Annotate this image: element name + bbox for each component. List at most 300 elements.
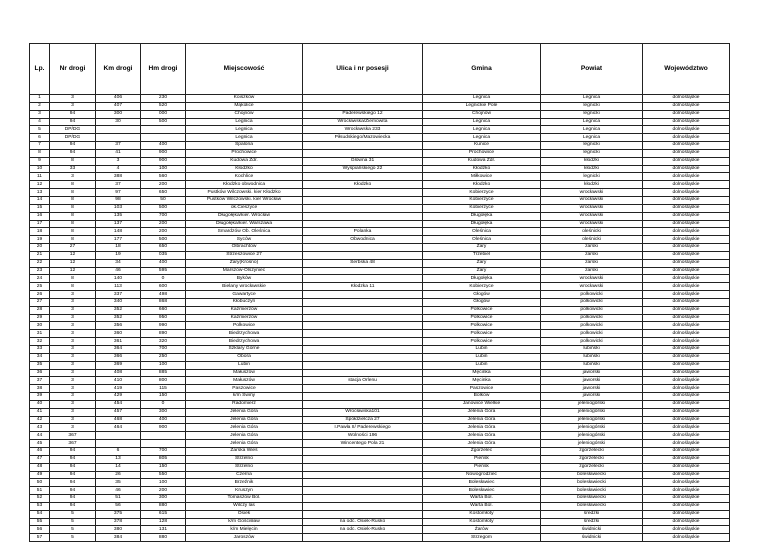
cell-gmina: Głogów [423, 291, 541, 299]
table-row [30, 275, 730, 283]
cell-powiat: polkowicki [541, 330, 643, 338]
cell-gmina: Lubin [423, 361, 541, 369]
cell-gmina: Pieńsk [423, 463, 541, 471]
cell-hm-drogi: 650 [141, 189, 186, 197]
cell-powiat: jaworski [541, 377, 643, 385]
cell-wojewodztwo: dolnośląskie [643, 181, 730, 189]
cell-ulica: Kłodzko [303, 181, 423, 189]
cell-gmina: Kłodzko [423, 165, 541, 173]
cell-gmina: Pieńsk [423, 455, 541, 463]
cell-ulica [303, 487, 423, 495]
cell-km-drogi: 4 [96, 165, 141, 173]
cell-miejscowosc: Kłodzko obwodnica [186, 181, 303, 189]
cell-powiat: Legnica [541, 118, 643, 126]
cell-powiat: jeleniogórski [541, 440, 643, 448]
cell-wojewodztwo: dolnośląskie [643, 455, 730, 463]
cell-miejscowosc: Jelenia Góra [186, 416, 303, 424]
cell-km-drogi: 37 [96, 142, 141, 150]
cell-lp: 55 [30, 518, 50, 526]
cell-gmina: Warta Bol. [423, 495, 541, 503]
cell-gmina: Prochowice [423, 149, 541, 157]
cell-miejscowosc: Spalona [186, 142, 303, 150]
cell-hm-drogi: 700 [141, 346, 186, 354]
header-ulica: Ulica i nr posesji [303, 44, 423, 95]
cell-wojewodztwo: dolnośląskie [643, 118, 730, 126]
table-row [30, 212, 730, 220]
table-row [30, 361, 730, 369]
cell-nr-drogi: 8 [50, 283, 96, 291]
data-table [29, 43, 730, 542]
cell-km-drogi: 380 [96, 526, 141, 534]
cell-wojewodztwo: dolnośląskie [643, 236, 730, 244]
cell-miejscowosc: Małuszów [186, 377, 303, 385]
cell-km-drogi: 98 [96, 196, 141, 204]
cell-powiat: wrocławski [541, 220, 643, 228]
cell-ulica [303, 275, 423, 283]
cell-wojewodztwo: dolnośląskie [643, 267, 730, 275]
cell-powiat: lubiński [541, 361, 643, 369]
cell-ulica [303, 314, 423, 322]
cell-nr-drogi: 8 [50, 220, 96, 228]
table-row [30, 400, 730, 408]
cell-km-drogi: 14 [96, 463, 141, 471]
cell-powiat: legnicki [541, 110, 643, 118]
cell-wojewodztwo: dolnośląskie [643, 189, 730, 197]
cell-ulica [303, 212, 423, 220]
cell-lp: 18 [30, 228, 50, 236]
cell-miejscowosc: Gawartyce [186, 291, 303, 299]
table-body [30, 95, 730, 542]
cell-ulica [303, 463, 423, 471]
cell-hm-drogi: 230 [141, 95, 186, 103]
cell-km-drogi: 366 [96, 353, 141, 361]
cell-powiat: polkowicki [541, 322, 643, 330]
cell-wojewodztwo: dolnośląskie [643, 102, 730, 110]
cell-hm-drogi: 300 [141, 408, 186, 416]
cell-miejscowosc: Kłobuczyn [186, 298, 303, 306]
cell-hm-drogi: 950 [141, 314, 186, 322]
cell-miejscowosc: Jelenia Góra [186, 432, 303, 440]
header-nr-drogi: Nr drogi [50, 44, 96, 95]
cell-hm-drogi: 560 [141, 173, 186, 181]
cell-km-drogi: 407 [96, 102, 141, 110]
cell-km-drogi: 140 [96, 275, 141, 283]
cell-ulica [303, 361, 423, 369]
table-row [30, 314, 730, 322]
cell-ulica: Wincentego Pola 21 [303, 440, 423, 448]
cell-nr-drogi: 8 [50, 228, 96, 236]
cell-nr-drogi: 3 [50, 102, 96, 110]
cell-powiat: polkowicki [541, 291, 643, 299]
cell-ulica [303, 447, 423, 455]
cell-gmina: Długołęka [423, 275, 541, 283]
cell-lp: 29 [30, 314, 50, 322]
cell-lp: 6 [30, 134, 50, 142]
table-row [30, 534, 730, 542]
cell-hm-drogi: 868 [141, 298, 186, 306]
cell-hm-drogi: 150 [141, 463, 186, 471]
cell-wojewodztwo: dolnośląskie [643, 251, 730, 259]
table-row [30, 322, 730, 330]
cell-miejscowosc: Kaźmierzów [186, 306, 303, 314]
table-row [30, 455, 730, 463]
cell-miejscowosc: Czerna [186, 471, 303, 479]
cell-km-drogi: 148 [96, 228, 141, 236]
cell-lp: 16 [30, 212, 50, 220]
cell-wojewodztwo: dolnośląskie [643, 126, 730, 134]
cell-hm-drogi [141, 440, 186, 448]
cell-hm-drogi: 0 [141, 400, 186, 408]
cell-ulica [303, 346, 423, 354]
cell-nr-drogi: 3 [50, 369, 96, 377]
cell-miejscowosc: k/m Mielęcin [186, 526, 303, 534]
table-row [30, 440, 730, 448]
cell-powiat: średzki [541, 510, 643, 518]
cell-km-drogi: 384 [96, 534, 141, 542]
cell-lp: 37 [30, 377, 50, 385]
cell-hm-drogi [141, 126, 186, 134]
cell-nr-drogi: 3 [50, 393, 96, 401]
table-row [30, 110, 730, 118]
cell-powiat: kłodzki [541, 157, 643, 165]
cell-km-drogi: 35 [96, 479, 141, 487]
cell-powiat: jeleniogórski [541, 416, 643, 424]
cell-nr-drogi: 12 [50, 251, 96, 259]
cell-wojewodztwo: dolnośląskie [643, 259, 730, 267]
cell-lp: 12 [30, 181, 50, 189]
header-powiat: Powiat [541, 44, 643, 95]
table-row [30, 196, 730, 204]
cell-powiat: legnicki [541, 173, 643, 181]
cell-miejscowosc: Pustków Wilczowski. kier Wrocław [186, 196, 303, 204]
cell-miejscowosc: ok.Cieszyce [186, 204, 303, 212]
cell-hm-drogi: 805 [141, 455, 186, 463]
cell-miejscowosc: Strzelno [186, 455, 303, 463]
cell-ulica: Obwodnica [303, 236, 423, 244]
cell-ulica: na odc. Osiek-Rusko [303, 526, 423, 534]
cell-wojewodztwo: dolnośląskie [643, 534, 730, 542]
cell-lp: 42 [30, 416, 50, 424]
cell-nr-drogi: 8 [50, 236, 96, 244]
cell-nr-drogi: 3 [50, 330, 96, 338]
cell-miejscowosc: Lubin [186, 361, 303, 369]
cell-lp: 4 [30, 118, 50, 126]
cell-gmina: Warta Bol. [423, 502, 541, 510]
cell-km-drogi: 378 [96, 518, 141, 526]
cell-hm-drogi: 500 [141, 204, 186, 212]
cell-powiat: jeleniogórski [541, 408, 643, 416]
cell-ulica: Kłodzka 11 [303, 283, 423, 291]
cell-gmina: Jelenia Góra [423, 432, 541, 440]
cell-lp: 3 [30, 110, 50, 118]
cell-hm-drogi: 128 [141, 518, 186, 526]
cell-ulica: Spółdzielcza 27 [303, 416, 423, 424]
cell-miejscowosc: Kudowa Zdr. [186, 157, 303, 165]
cell-miejscowosc: Kruszyn [186, 487, 303, 495]
cell-lp: 56 [30, 526, 50, 534]
cell-nr-drogi: 3 [50, 322, 96, 330]
cell-km-drogi: 468 [96, 416, 141, 424]
cell-wojewodztwo: dolnośląskie [643, 330, 730, 338]
cell-nr-drogi: 8 [50, 189, 96, 197]
cell-lp: 34 [30, 353, 50, 361]
cell-powiat: wrocławski [541, 189, 643, 197]
table-row [30, 181, 730, 189]
cell-gmina: Żary [423, 244, 541, 252]
cell-wojewodztwo: dolnośląskie [643, 110, 730, 118]
cell-wojewodztwo: dolnośląskie [643, 173, 730, 181]
table-row [30, 95, 730, 103]
cell-miejscowosc: Pustków Wilczowski. kier Kłodzko [186, 189, 303, 197]
cell-wojewodztwo: dolnośląskie [643, 244, 730, 252]
cell-lp: 51 [30, 487, 50, 495]
cell-powiat: jaworski [541, 393, 643, 401]
cell-hm-drogi: 880 [141, 534, 186, 542]
cell-gmina: Strzegom [423, 534, 541, 542]
cell-km-drogi: 360 [96, 330, 141, 338]
cell-hm-drogi: 498 [141, 291, 186, 299]
cell-powiat: jeleniogórski [541, 400, 643, 408]
cell-powiat: legnicki [541, 102, 643, 110]
cell-miejscowosc: Małuszów [186, 369, 303, 377]
cell-nr-drogi: 3 [50, 353, 96, 361]
cell-hm-drogi: 650 [141, 244, 186, 252]
cell-ulica [303, 385, 423, 393]
cell-powiat: legnicki [541, 142, 643, 150]
cell-gmina: Polkowice [423, 338, 541, 346]
cell-ulica [303, 400, 423, 408]
cell-ulica [303, 298, 423, 306]
cell-ulica: I.Pawła II/ Paderewskiego [303, 424, 423, 432]
cell-lp: 45 [30, 440, 50, 448]
cell-gmina: Kudowa Zdr. [423, 157, 541, 165]
cell-gmina: Oleśnica [423, 228, 541, 236]
cell-gmina: Bolesławiec [423, 479, 541, 487]
cell-powiat: polkowicki [541, 298, 643, 306]
cell-wojewodztwo: dolnośląskie [643, 228, 730, 236]
cell-hm-drogi: 000 [141, 110, 186, 118]
cell-miejscowosc: Koiszków [186, 95, 303, 103]
cell-miejscowosc: Kłodzko [186, 165, 303, 173]
cell-powiat: zgorzelecki [541, 447, 643, 455]
cell-miejscowosc: Olbrachtów [186, 244, 303, 252]
cell-lp: 10 [30, 165, 50, 173]
cell-gmina: Kunice [423, 142, 541, 150]
cell-miejscowosc: Chojnów [186, 110, 303, 118]
table-row [30, 220, 730, 228]
cell-gmina: Kłodzko [423, 181, 541, 189]
table-row [30, 204, 730, 212]
cell-wojewodztwo: dolnośląskie [643, 291, 730, 299]
cell-lp: 31 [30, 330, 50, 338]
header-lp: Lp. [30, 44, 50, 95]
cell-hm-drogi: 885 [141, 369, 186, 377]
cell-km-drogi: 457 [96, 408, 141, 416]
table-row [30, 463, 730, 471]
table-row [30, 157, 730, 165]
cell-wojewodztwo: dolnośląskie [643, 385, 730, 393]
cell-gmina: Legnica [423, 126, 541, 134]
cell-km-drogi: 300 [96, 110, 141, 118]
cell-miejscowosc: Legnica [186, 134, 303, 142]
cell-ulica [303, 204, 423, 212]
cell-lp: 49 [30, 471, 50, 479]
cell-hm-drogi: 900 [141, 424, 186, 432]
cell-nr-drogi: 12 [50, 259, 96, 267]
cell-nr-drogi: 5 [50, 510, 96, 518]
cell-miejscowosc: Smardzów Ob. Oleśnica [186, 228, 303, 236]
cell-wojewodztwo: dolnośląskie [643, 471, 730, 479]
cell-miejscowosc: Kochlice [186, 173, 303, 181]
cell-km-drogi: 30 [96, 118, 141, 126]
cell-gmina: Męcinka [423, 377, 541, 385]
cell-lp: 13 [30, 189, 50, 197]
cell-ulica [303, 267, 423, 275]
cell-powiat: wrocławski [541, 204, 643, 212]
cell-gmina: Chojnów [423, 110, 541, 118]
cell-gmina: Długołęka [423, 212, 541, 220]
table-row [30, 126, 730, 134]
cell-hm-drogi: 615 [141, 510, 186, 518]
header-gmina: Gmina [423, 44, 541, 95]
cell-ulica: Wyspiańskiego 22 [303, 165, 423, 173]
cell-nr-drogi: 3 [50, 346, 96, 354]
cell-miejscowosc: k/m Świny [186, 393, 303, 401]
cell-wojewodztwo: dolnośląskie [643, 95, 730, 103]
cell-hm-drogi: 100 [141, 361, 186, 369]
cell-wojewodztwo: dolnośląskie [643, 424, 730, 432]
cell-ulica [303, 369, 423, 377]
cell-gmina: Żarów [423, 526, 541, 534]
cell-powiat: żarski [541, 244, 643, 252]
cell-powiat: średzki [541, 518, 643, 526]
cell-km-drogi: 410 [96, 377, 141, 385]
cell-hm-drogi: 900 [141, 157, 186, 165]
table-row [30, 236, 730, 244]
cell-powiat: bolesławiecki [541, 471, 643, 479]
cell-lp: 52 [30, 495, 50, 503]
cell-ulica [303, 173, 423, 181]
cell-lp: 22 [30, 259, 50, 267]
cell-gmina: Paszowice [423, 385, 541, 393]
cell-hm-drogi: 131 [141, 526, 186, 534]
table-row [30, 149, 730, 157]
cell-hm-drogi: 500 [141, 118, 186, 126]
cell-nr-drogi: 367 [50, 432, 96, 440]
cell-lp: 38 [30, 385, 50, 393]
cell-gmina: Polkowice [423, 322, 541, 330]
cell-powiat: polkowicki [541, 338, 643, 346]
cell-km-drogi: 375 [96, 510, 141, 518]
cell-hm-drogi: 200 [141, 220, 186, 228]
cell-km-drogi [96, 126, 141, 134]
cell-nr-drogi: 3 [50, 314, 96, 322]
cell-gmina: Żary [423, 259, 541, 267]
cell-lp: 30 [30, 322, 50, 330]
cell-wojewodztwo: dolnośląskie [643, 463, 730, 471]
cell-lp: 41 [30, 408, 50, 416]
cell-wojewodztwo: dolnośląskie [643, 479, 730, 487]
cell-powiat: świdnicki [541, 534, 643, 542]
cell-lp: 26 [30, 291, 50, 299]
cell-wojewodztwo: dolnośląskie [643, 526, 730, 534]
cell-powiat: polkowicki [541, 314, 643, 322]
cell-km-drogi: 408 [96, 369, 141, 377]
cell-km-drogi: 454 [96, 400, 141, 408]
cell-hm-drogi: 200 [141, 181, 186, 189]
table-row [30, 298, 730, 306]
table-row [30, 330, 730, 338]
cell-ulica: Wrocławska/Ziemowita [303, 118, 423, 126]
cell-gmina: Janowice Wielkie [423, 400, 541, 408]
cell-km-drogi: 369 [96, 361, 141, 369]
cell-lp: 32 [30, 338, 50, 346]
cell-nr-drogi: 3 [50, 173, 96, 181]
cell-powiat: wrocławski [541, 283, 643, 291]
cell-nr-drogi: 94 [50, 471, 96, 479]
table-row [30, 526, 730, 534]
cell-powiat: Legnica [541, 134, 643, 142]
cell-nr-drogi: DP/DG [50, 126, 96, 134]
cell-miejscowosc: Prochowice [186, 149, 303, 157]
cell-km-drogi: 137 [96, 220, 141, 228]
cell-miejscowosc: Jelenia Góra [186, 440, 303, 448]
cell-km-drogi: 37 [96, 181, 141, 189]
cell-wojewodztwo: dolnośląskie [643, 432, 730, 440]
cell-nr-drogi: 94 [50, 455, 96, 463]
cell-gmina: Kostomłoty [423, 518, 541, 526]
cell-km-drogi [96, 432, 141, 440]
cell-ulica [303, 479, 423, 487]
table-row [30, 353, 730, 361]
cell-hm-drogi: 890 [141, 330, 186, 338]
cell-nr-drogi: 3 [50, 377, 96, 385]
cell-gmina: Kobierzyce [423, 189, 541, 197]
cell-lp: 14 [30, 196, 50, 204]
cell-miejscowosc: Osiek [186, 510, 303, 518]
cell-miejscowosc: Polkowice [186, 322, 303, 330]
cell-lp: 5 [30, 126, 50, 134]
cell-nr-drogi: DP/DG [50, 134, 96, 142]
cell-km-drogi [96, 440, 141, 448]
table-row [30, 142, 730, 150]
cell-wojewodztwo: dolnośląskie [643, 495, 730, 503]
cell-nr-drogi: 94 [50, 447, 96, 455]
cell-gmina: Bolków [423, 393, 541, 401]
cell-miejscowosc: Żarska Wieś [186, 447, 303, 455]
cell-wojewodztwo: dolnośląskie [643, 220, 730, 228]
table-row [30, 259, 730, 267]
cell-nr-drogi: 8 [50, 275, 96, 283]
cell-wojewodztwo: dolnośląskie [643, 393, 730, 401]
cell-nr-drogi: 94 [50, 142, 96, 150]
header-wojewodztwo: Województwo [643, 44, 730, 95]
cell-ulica [303, 322, 423, 330]
cell-gmina: Polkowice [423, 306, 541, 314]
cell-powiat: zgorzelecki [541, 455, 643, 463]
cell-km-drogi: 103 [96, 204, 141, 212]
cell-hm-drogi: 500 [141, 236, 186, 244]
cell-miejscowosc: Paszowice [186, 385, 303, 393]
header-hm-drogi: Hm drogi [141, 44, 186, 95]
cell-km-drogi: 18 [96, 244, 141, 252]
cell-powiat: jeleniogórski [541, 432, 643, 440]
cell-miejscowosc: Brzeźnik [186, 479, 303, 487]
table-row [30, 118, 730, 126]
header-miejscowosc: Miejscowość [186, 44, 303, 95]
cell-miejscowosc: Bielany wrocławskie [186, 283, 303, 291]
cell-ulica [303, 95, 423, 103]
